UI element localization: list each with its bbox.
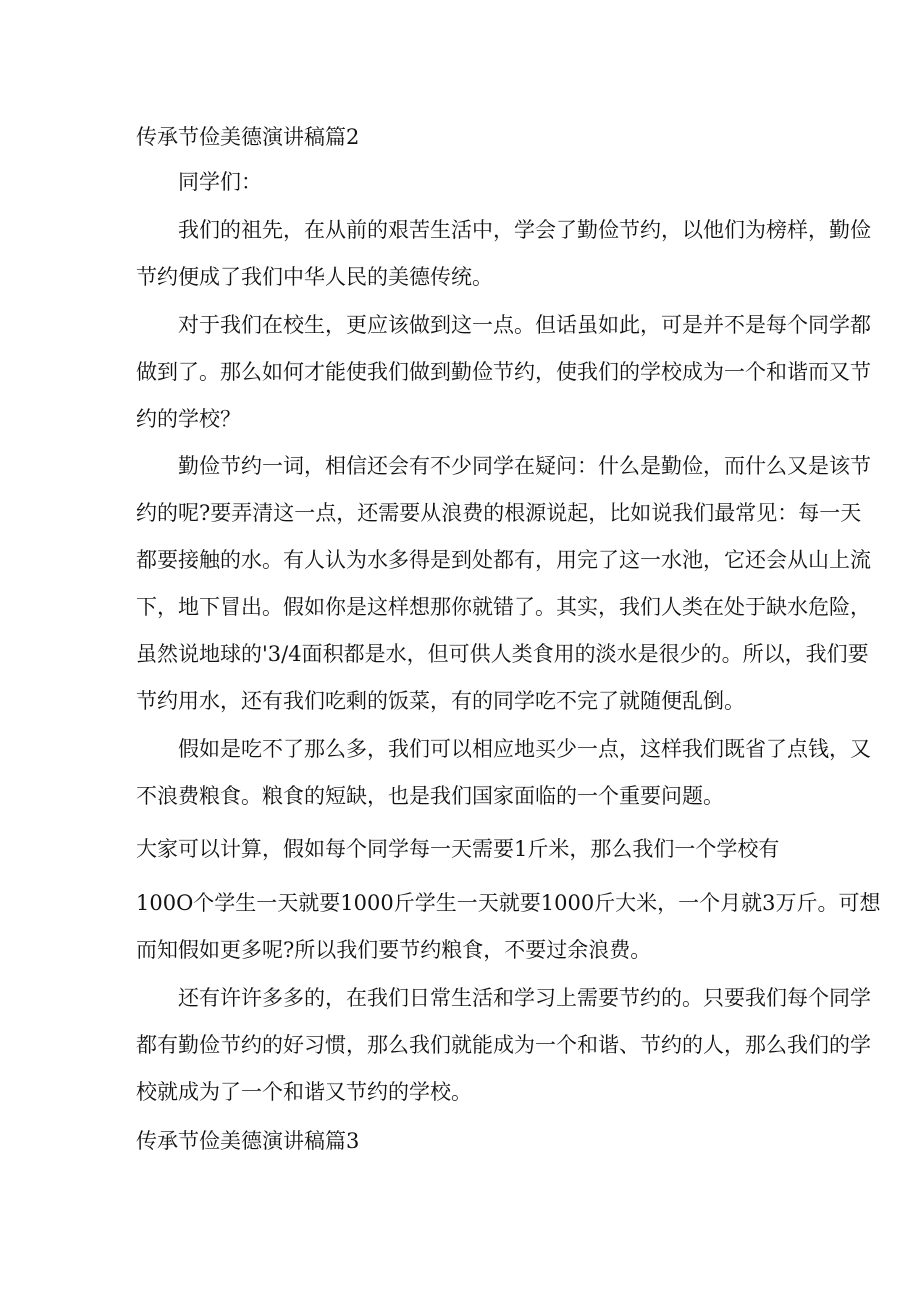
section-heading: 传承节俭美德演讲稿篇2 (136, 125, 360, 149)
paragraph-line: 我们的祖先，在从前的艰苦生活中，学会了勤俭节约，以他们为榜样，勤俭 (178, 218, 871, 242)
paragraph-line: 做到了。那么如何才能使我们做到勤俭节约，使我们的学校成为一个和谐而又节 (136, 360, 871, 384)
paragraph-line: 100O个学生一天就要1000斤学生一天就要1000斤大米，一个月就3万斤。可想 (136, 891, 881, 915)
paragraph-line: 假如是吃不了那么多，我们可以相应地买少一点，这样我们既省了点钱，又 (178, 737, 871, 761)
salutation: 同学们： (178, 170, 262, 194)
paragraph-line: 对于我们在校生，更应该做到这一点。但话虽如此，可是并不是每个同学都 (178, 313, 871, 337)
paragraph-line: 大家可以计算，假如每个同学每一天需要1斤米，那么我们一个学校有 (136, 837, 780, 861)
paragraph-line: 校就成为了一个和谐又节约的学校。 (136, 1080, 472, 1104)
paragraph-line: 下，地下冒出。假如你是这样想那你就错了。其实，我们人类在处于缺水危险， (136, 595, 871, 619)
paragraph-line: 约的呢?要弄清这一点，还需要从浪费的根源说起，比如说我们最常见：每一天 (136, 501, 862, 525)
paragraph-line: 不浪费粮食。粮食的短缺，也是我们国家面临的一个重要问题。 (136, 784, 724, 808)
paragraph-line: 都有勤俭节约的好习惯，那么我们就能成为一个和谐、节约的人，那么我们的学 (136, 1033, 871, 1057)
paragraph-line: 都要接触的水。有人认为水多得是到处都有，用完了这一水池，它还会从山上流 (136, 548, 871, 572)
paragraph-line: 虽然说地球的'3/4面积都是水，但可供人类食用的淡水是很少的。所以，我们要 (136, 642, 869, 666)
paragraph-line: 勤俭节约一词，相信还会有不少同学在疑问：什么是勤俭，而什么又是该节 (178, 454, 871, 478)
paragraph-line: 还有许许多多的，在我们日常生活和学习上需要节约的。只要我们每个同学 (178, 986, 871, 1010)
paragraph-line: 而知假如更多呢?所以我们要节约粮食，不要过余浪费。 (136, 938, 652, 962)
paragraph-line: 节约便成了我们中华人民的美德传统。 (136, 265, 493, 289)
section-heading: 传承节俭美德演讲稿篇3 (136, 1129, 360, 1153)
paragraph-line: 节约用水，还有我们吃剩的饭菜，有的同学吃不完了就随便乱倒。 (136, 689, 745, 713)
paragraph-line: 约的学校？ (136, 407, 241, 431)
